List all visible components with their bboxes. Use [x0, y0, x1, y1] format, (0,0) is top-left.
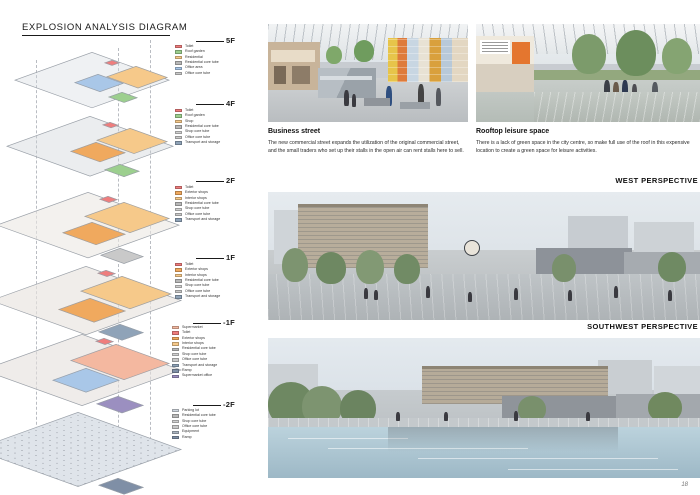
person-figure	[426, 286, 430, 298]
legend-swatch	[172, 342, 179, 345]
parking-grid-pattern	[0, 413, 180, 486]
legend-swatch	[175, 213, 182, 216]
street-tree	[552, 254, 576, 282]
floor-tick-2f	[196, 181, 224, 182]
legend-swatch	[175, 202, 182, 205]
legend-item: Residential core tube	[175, 278, 220, 283]
legend-swatch	[172, 348, 179, 351]
legend-swatch	[175, 56, 182, 59]
mall-logo-sign	[464, 240, 480, 256]
legend-item: Toilet	[175, 262, 220, 267]
legend-swatch	[175, 141, 182, 144]
street-tree	[316, 252, 346, 284]
legend-item: Residential core tube	[175, 201, 220, 206]
legend-swatch	[172, 358, 179, 361]
person-figure	[514, 288, 518, 300]
floor-label-1f: 1F	[226, 253, 236, 262]
legend-swatch	[175, 114, 182, 117]
legend-swatch	[172, 364, 179, 367]
legend-item: Office core tube	[175, 71, 219, 76]
legend-item: Office core tube	[175, 135, 220, 140]
legend-swatch	[175, 290, 182, 293]
legend-swatch	[172, 369, 179, 372]
person-figure	[352, 94, 356, 107]
explosion-diagram-panel	[0, 0, 262, 495]
legend-swatch	[172, 353, 179, 356]
legend-item: Shop core tube	[175, 130, 220, 135]
legend-item: Exterior shops	[175, 267, 220, 272]
legend-item: Transport and storage	[175, 217, 220, 222]
legend-item: Parking lot	[172, 408, 216, 413]
legend-item: Exterior shops	[175, 190, 220, 195]
person-figure	[568, 290, 572, 301]
legend-swatch	[175, 208, 182, 211]
rooftop-tree	[616, 30, 656, 76]
legend-swatch	[172, 436, 179, 439]
planter-tree	[326, 46, 342, 64]
legend-swatch	[175, 285, 182, 288]
legend-swatch	[175, 263, 182, 266]
caption-title-business-street: Business street	[268, 128, 321, 135]
legend-item: Office core tube	[175, 212, 220, 217]
rooftop-leisure-space-photo	[476, 24, 700, 122]
legend-swatch	[172, 375, 179, 378]
legend-swatch	[175, 136, 182, 139]
legend-item: Toilet	[175, 44, 219, 49]
legend-swatch	[172, 431, 179, 434]
legend-swatch	[172, 326, 179, 329]
legend-item: Ramp	[172, 368, 217, 373]
legend-swatch	[175, 131, 182, 134]
floor-label-2f: 2F	[226, 176, 236, 185]
planter-tree	[354, 40, 374, 62]
legend-item: Ramp	[172, 435, 216, 440]
southwest-perspective-render	[268, 338, 700, 478]
street-tree	[356, 250, 384, 284]
floor-tick-1f	[196, 258, 224, 259]
construction-line-left	[36, 60, 37, 465]
person-figure	[364, 288, 368, 299]
legend-swatch	[175, 50, 182, 53]
southwest-perspective-label: SOUTHWEST PERSPECTIVE	[587, 322, 698, 331]
street-tree	[394, 254, 420, 284]
legend-item: Office core tube	[172, 357, 217, 362]
floor-tick-minus2f	[193, 405, 221, 406]
legend-swatch	[172, 420, 179, 423]
legend-item: Supermarket office	[172, 374, 217, 379]
legend-item: Supermarket	[172, 325, 217, 330]
legend-swatch	[172, 414, 179, 417]
legend-swatch	[175, 186, 182, 189]
legend-swatch	[175, 120, 182, 123]
legend-5f	[175, 44, 219, 76]
legend-item: Toilet	[172, 330, 217, 335]
legend-item: Interior shops	[172, 341, 217, 346]
renders-panel	[268, 0, 700, 495]
legend-swatch	[172, 425, 179, 428]
person-figure	[586, 412, 590, 421]
legend-swatch	[175, 67, 182, 70]
title-divider	[22, 35, 170, 36]
legend-swatch	[175, 61, 182, 64]
legend-item: Office core tube	[172, 424, 216, 429]
legend-item: Residential core tube	[175, 60, 219, 65]
legend-swatch	[172, 409, 179, 412]
legend-item: Residential core tube	[172, 413, 216, 418]
legend-item: Shop	[175, 119, 220, 124]
rooftop-tree	[662, 38, 692, 74]
legend-item: Residential core tube	[175, 124, 220, 129]
caption-body-rooftop: There is a lack of green space in the city centre, so make full use of the roof in this expensive location to create a green space for leisure activities.	[476, 140, 690, 155]
legend-swatch	[172, 337, 179, 340]
legend-item: Transport and storage	[175, 140, 220, 145]
legend-swatch	[175, 268, 182, 271]
legend-swatch	[175, 125, 182, 128]
legend-swatch	[175, 274, 182, 277]
caption-title-rooftop: Rooftop leisure space	[476, 128, 550, 135]
legend-item: Toilet	[175, 185, 220, 190]
legend-item: Interior shops	[175, 196, 220, 201]
floor-label-minus2f: -2F	[223, 400, 235, 409]
legend-swatch	[175, 279, 182, 282]
legend-item: Office core tube	[175, 289, 220, 294]
street-tree	[282, 248, 308, 282]
person-figure	[344, 90, 349, 106]
person-figure	[468, 292, 472, 302]
west-perspective-label: WEST PERSPECTIVE	[615, 176, 698, 185]
person-figure	[514, 411, 518, 421]
legend-2f	[175, 185, 220, 223]
legend-item: Office area	[175, 66, 219, 71]
legend-item: Transport and storage	[175, 294, 220, 299]
west-perspective-render	[268, 192, 700, 320]
person-figure	[614, 286, 618, 298]
business-street-photo	[268, 24, 468, 122]
legend-item: Shop core tube	[175, 207, 220, 212]
floor-label-minus1f: -1F	[223, 318, 235, 327]
person-figure	[374, 290, 378, 300]
legend-swatch	[175, 197, 182, 200]
legend-swatch	[175, 72, 182, 75]
street-tree	[658, 252, 686, 282]
floor-label-5f: 5F	[226, 36, 236, 45]
page-title: EXPLOSION ANALYSIS DIAGRAM	[22, 22, 188, 33]
legend-swatch	[175, 295, 182, 298]
page-number: 18	[681, 482, 688, 488]
person-figure	[396, 412, 400, 421]
floor-tick-5f	[196, 41, 224, 42]
legend-item: Shop core tube	[172, 419, 216, 424]
floor-tick-4f	[196, 104, 224, 105]
legend-item: Transport and storage	[172, 363, 217, 368]
person-figure	[444, 412, 448, 421]
legend-swatch	[172, 331, 179, 334]
legend-minus1f	[172, 325, 217, 379]
legend-minus2f	[172, 408, 216, 440]
legend-swatch	[175, 218, 182, 221]
person-figure	[436, 88, 441, 106]
person-figure	[668, 290, 672, 301]
rooftop-tree	[572, 34, 606, 74]
legend-item: Shop core tube	[175, 284, 220, 289]
legend-1f	[175, 262, 220, 300]
legend-item: Exterior shops	[172, 336, 217, 341]
legend-4f	[175, 108, 220, 146]
caption-body-business-street: The new commercial street expands the utilization of the original commercial street, and the small traders who set up their stalls in the open air can rent stalls here to sell.	[268, 140, 464, 155]
legend-item: Residential	[175, 55, 219, 60]
legend-item: Equipment	[172, 430, 216, 435]
construction-line-right	[150, 40, 151, 455]
legend-item: Shop core tube	[172, 352, 217, 357]
legend-swatch	[175, 191, 182, 194]
legend-swatch	[175, 109, 182, 112]
floor-label-4f: 4F	[226, 99, 236, 108]
legend-item: Residential core tube	[172, 347, 217, 352]
legend-swatch	[175, 45, 182, 48]
legend-item: Roof garden	[175, 49, 219, 54]
legend-item: Toilet	[175, 108, 220, 113]
legend-item: Interior shops	[175, 273, 220, 278]
legend-item: Roof garden	[175, 113, 220, 118]
